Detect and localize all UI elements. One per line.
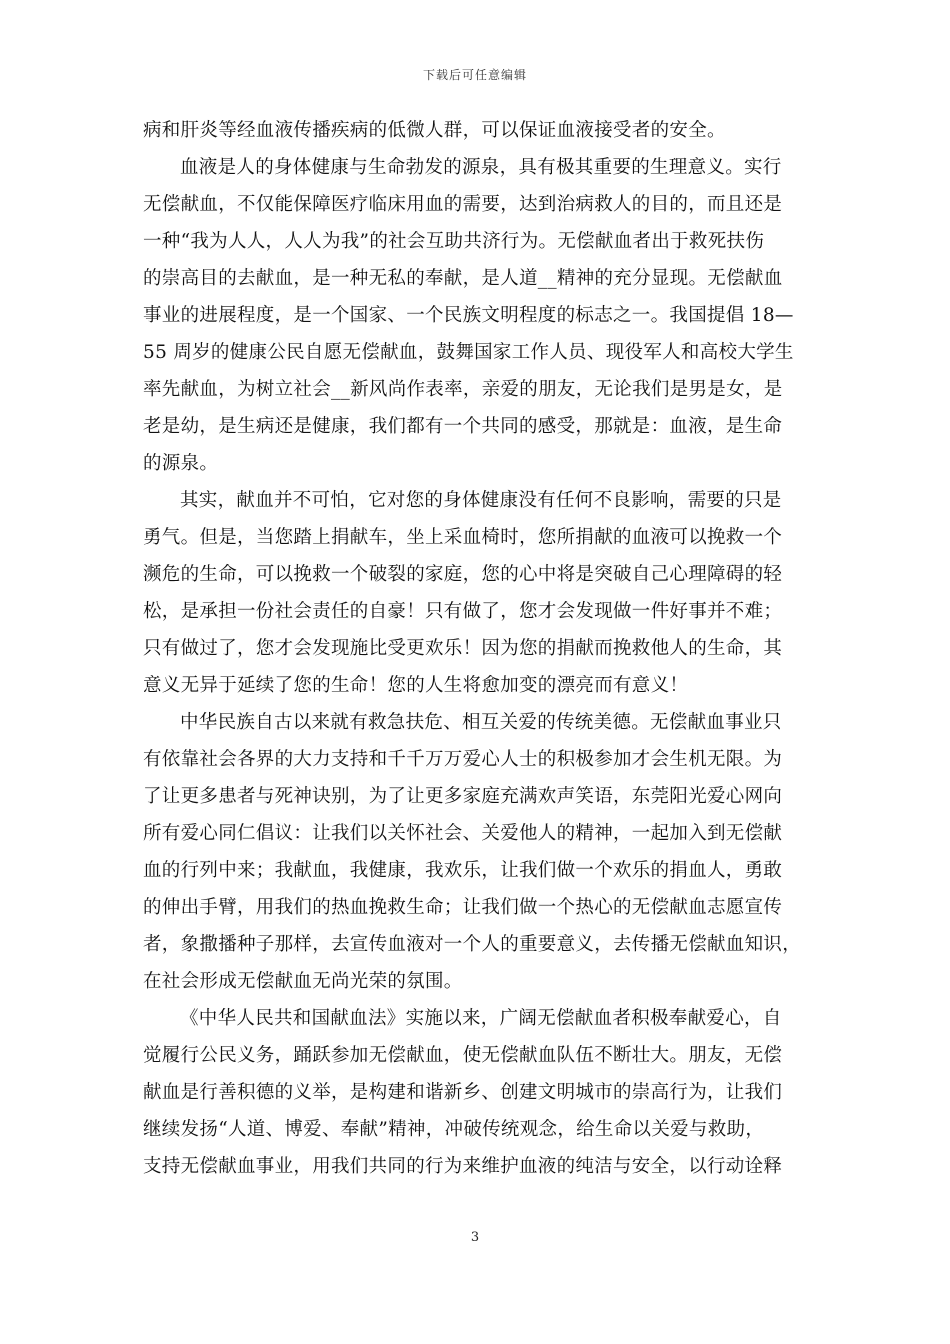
text-line: 病和肝炎等经血液传播疾病的低微人群，可以保证血液接受者的安全。 bbox=[143, 120, 726, 141]
text-line: 55 周岁的健康公民自愿无偿献血，鼓舞国家工作人员、现役军人和高校大学生 bbox=[143, 342, 794, 363]
page-header: 下载后可任意编辑 bbox=[422, 68, 527, 82]
paragraph-start-line: 血液是人的身体健康与生命勃发的源泉，具有极其重要的生理意义。实行 bbox=[180, 157, 782, 178]
text-line: 血的行列中来；我献血，我健康，我欢乐，让我们做一个欢乐的捐血人，勇敢 bbox=[143, 860, 783, 881]
text-line: 了让更多患者与死神诀别，为了让更多家庭充满欢声笑语，东莞阳光爱心网向 bbox=[143, 786, 783, 807]
text-line: 无偿献血，不仅能保障医疗临床用血的需要，达到治病救人的目的，而且还是 bbox=[143, 194, 783, 215]
text-line: 濒危的生命，可以挽救一个破裂的家庭，您的心中将是突破自己心理障碍的轻 bbox=[143, 564, 783, 585]
text-line: 在社会形成无偿献血无尚光荣的氛围。 bbox=[143, 971, 463, 992]
text-line: 率先献血，为树立社会__新风尚作表率，亲爱的朋友，无论我们是男是女，是 bbox=[143, 379, 783, 400]
text-line: 事业的进展程度，是一个国家、一个民族文明程度的标志之一。我国提倡 18— bbox=[143, 305, 794, 326]
page-number: 3 bbox=[470, 1230, 480, 1245]
text-line: 老是幼，是生病还是健康，我们都有一个共同的感受，那就是：血液，是生命 bbox=[143, 416, 783, 437]
text-line: 献血是行善积德的义举，是构建和谐新乡、创建文明城市的崇高行为，让我们 bbox=[143, 1082, 783, 1103]
paragraph-start-line: 中华民族自古以来就有救急扶危、相互关爱的传统美德。无偿献血事业只 bbox=[180, 712, 782, 733]
text-line: 的崇高目的去献血，是一种无私的奉献，是人道__精神的充分显现。无偿献血 bbox=[143, 268, 783, 289]
text-line: 有依靠社会各界的大力支持和千千万万爱心人士的积极参加才会生机无限。为 bbox=[143, 749, 783, 770]
text-line: 者，象撒播种子那样，去宣传血液对一个人的重要意义，去传播无偿献血知识， bbox=[143, 934, 802, 955]
text-line: 的源泉。 bbox=[143, 453, 219, 474]
text-line: 继续发扬“人道、博爱、奉献”精神，冲破传统观念，给生命以关爱与救助， bbox=[143, 1119, 765, 1140]
text-line: 所有爱心同仁倡议：让我们以关怀社会、关爱他人的精神，一起加入到无偿献 bbox=[143, 823, 783, 844]
text-line: 一种“我为人人，人人为我”的社会互助共济行为。无偿献血者出于救死扶伤 bbox=[143, 231, 765, 252]
document-body bbox=[143, 112, 809, 1185]
text-line: 勇气。但是，当您踏上捐献车，坐上采血椅时，您所捐献的血液可以挽救一个 bbox=[143, 527, 783, 548]
text-line: 意义无异于延续了您的生命！您的人生将愈加变的漂亮而有意义！ bbox=[143, 675, 689, 696]
text-line: 觉履行公民义务，踊跃参加无偿献血，使无偿献血队伍不断壮大。朋友，无偿 bbox=[143, 1045, 783, 1066]
text-line: 只有做过了，您才会发现施比受更欢乐！因为您的捐献而挽救他人的生命，其 bbox=[143, 638, 783, 659]
text-line: 的伸出手臂，用我们的热血挽救生命；让我们做一个热心的无偿献血志愿宣传 bbox=[143, 897, 783, 918]
text-line: 松，是承担一份社会责任的自豪！只有做了，您才会发现做一件好事并不难； bbox=[143, 601, 783, 622]
paragraph-start-line: 《中华人民共和国献血法》实施以来，广阔无偿献血者积极奉献爱心，自 bbox=[180, 1008, 782, 1029]
paragraph-start-line: 其实，献血并不可怕，它对您的身体健康没有任何不良影响，需要的只是 bbox=[180, 490, 782, 511]
text-line: 支持无偿献血事业，用我们共同的行为来维护血液的纯洁与安全，以行动诠释 bbox=[143, 1156, 783, 1177]
